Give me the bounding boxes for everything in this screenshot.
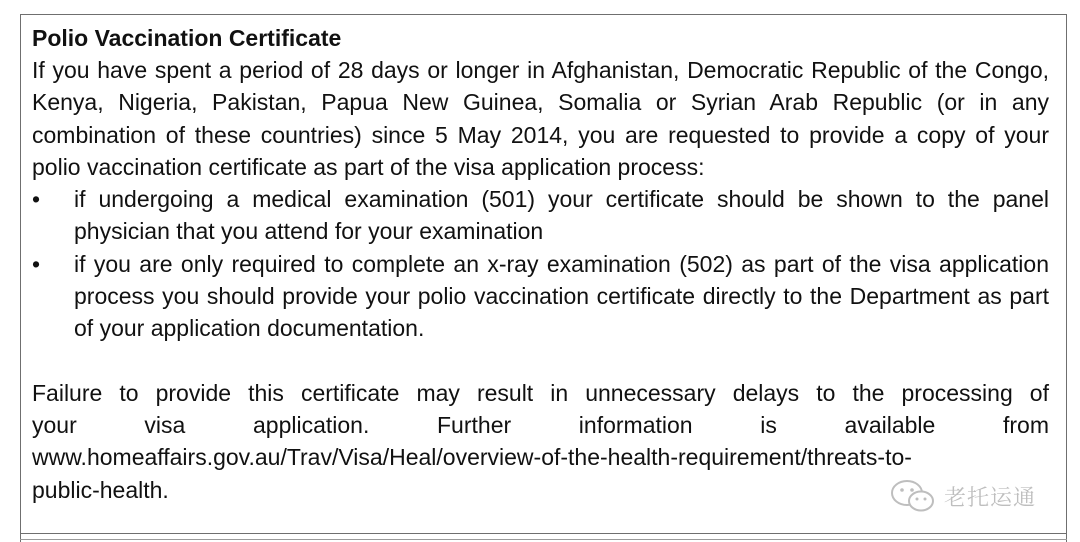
list-item [32, 248, 1049, 345]
table-border-bottom-second [20, 539, 1067, 540]
list-item-text: if you are only required to complete an x-ray examination (502) as part of the visa application process you should provide your polio vaccination certificate directly to the Department as part of your application documentation. [74, 250, 1049, 342]
paragraph-spacer [32, 345, 1049, 377]
certificate-notice [32, 22, 1049, 506]
bullet-icon: • [32, 186, 41, 213]
closing-url-line-end: public-health. [32, 476, 169, 503]
intro-paragraph: If you have spent a period of 28 days or longer in Afghanistan, Democratic Republic of the Congo, Kenya, Nigeria, Pakistan, Papua New Guinea, Somalia or Syrian Arab Republic (or in any combination of these countries) since 5 May 2014, you are requested to provide a copy of your polio vaccination certificate as part of the visa application process: [32, 57, 1049, 180]
watermark [890, 476, 1036, 516]
table-border-left [20, 14, 21, 542]
list-item-text: if undergoing a medical examination (501) your certificate should be shown to the panel physician that you attend for your examination [74, 186, 1049, 245]
closing-url-line: www.homeaffairs.gov.au/Trav/Visa/Heal/overview-of-the-health-requirement/threats-to- [32, 444, 912, 471]
list-item [32, 183, 1049, 248]
closing-line: Failure to provide this certificate may result in unnecessary delays to the processing of [32, 379, 1049, 406]
wechat-icon [890, 479, 936, 513]
section-title: Polio Vaccination Certificate [32, 25, 342, 51]
watermark-text: 老托运通 [944, 485, 1037, 511]
bullet-icon: • [32, 250, 41, 277]
table-border-bottom [20, 533, 1067, 534]
table-border-right [1066, 14, 1067, 542]
table-border-top [20, 14, 1067, 15]
requirements-list [32, 183, 1049, 344]
closing-line: your visa application. Further information is available from [32, 411, 1049, 438]
